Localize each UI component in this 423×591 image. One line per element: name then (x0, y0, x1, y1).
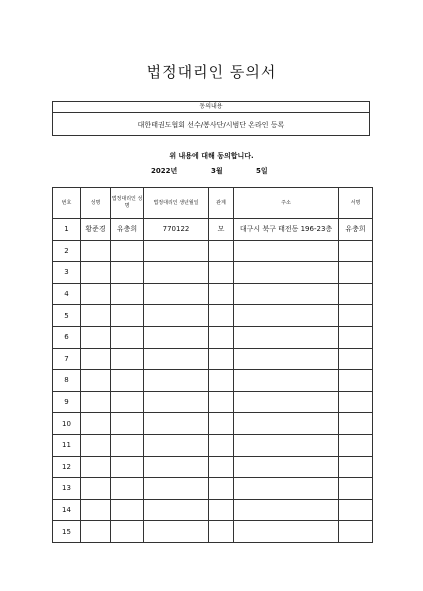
row-relation (209, 434, 234, 456)
row-guardian-birth (144, 283, 209, 305)
row-guardian-name (111, 499, 144, 521)
row-guardian-name (111, 391, 144, 413)
row-guardian-birth (144, 478, 209, 500)
table-row (53, 305, 373, 327)
table-row (53, 456, 373, 478)
row-name (81, 434, 111, 456)
row-number: 13 (53, 478, 81, 500)
row-number: 1 (53, 219, 81, 241)
row-guardian-name (111, 413, 144, 435)
row-guardian-birth (144, 305, 209, 327)
row-signature (339, 326, 373, 348)
date-day: 5일 (256, 167, 268, 175)
row-relation (209, 456, 234, 478)
row-name (81, 391, 111, 413)
row-signature (339, 456, 373, 478)
row-signature (339, 434, 373, 456)
row-relation (209, 413, 234, 435)
row-guardian-name (111, 434, 144, 456)
row-guardian-name (111, 262, 144, 284)
table-row (53, 521, 373, 543)
row-relation (209, 499, 234, 521)
table-row (53, 478, 373, 500)
consent-text: 대한태권도협회 선수/봉사단/시범단 온라인 등록 (137, 121, 285, 129)
row-guardian-birth (144, 521, 209, 543)
row-guardian-birth (144, 348, 209, 370)
row-signature (339, 391, 373, 413)
row-address (234, 456, 339, 478)
table-row (53, 434, 373, 456)
row-guardian-birth (144, 434, 209, 456)
row-guardian-birth (144, 391, 209, 413)
table-row (53, 326, 373, 348)
consent-box (52, 101, 370, 136)
row-guardian-name (111, 456, 144, 478)
row-relation (209, 326, 234, 348)
header-signature: 서명 (339, 188, 373, 219)
agree-statement: 위 내용에 대해 동의합니다. (169, 152, 254, 160)
row-address (234, 326, 339, 348)
row-address (234, 283, 339, 305)
row-name (81, 499, 111, 521)
row-number: 4 (53, 283, 81, 305)
row-signature (339, 305, 373, 327)
row-number: 6 (53, 326, 81, 348)
date-year: 2022년 (151, 167, 178, 175)
row-name (81, 326, 111, 348)
row-guardian-name (111, 370, 144, 392)
row-name (81, 413, 111, 435)
row-name (81, 370, 111, 392)
row-signature (339, 413, 373, 435)
consent-header: 동의내용 (53, 102, 369, 113)
row-guardian-name (111, 478, 144, 500)
row-name (81, 305, 111, 327)
row-signature (339, 348, 373, 370)
header-relation: 관계 (209, 188, 234, 219)
header-address: 주소 (234, 188, 339, 219)
row-number: 14 (53, 499, 81, 521)
row-guardian-birth: 770122 (144, 219, 209, 241)
row-number: 9 (53, 391, 81, 413)
row-number: 3 (53, 262, 81, 284)
row-guardian-birth (144, 240, 209, 262)
table-row (53, 413, 373, 435)
table-row (53, 370, 373, 392)
row-signature: 유충희 (339, 219, 373, 241)
row-signature (339, 240, 373, 262)
row-guardian-name (111, 326, 144, 348)
row-address (234, 478, 339, 500)
row-name (81, 456, 111, 478)
row-relation: 모 (209, 219, 234, 241)
row-number: 12 (53, 456, 81, 478)
row-signature (339, 283, 373, 305)
row-address (234, 305, 339, 327)
row-relation (209, 262, 234, 284)
row-address (234, 434, 339, 456)
row-signature (339, 499, 373, 521)
row-signature (339, 521, 373, 543)
row-address (234, 240, 339, 262)
row-relation (209, 370, 234, 392)
header-guardian-birth: 법정대리인 생년월일 (144, 188, 209, 219)
row-relation (209, 391, 234, 413)
row-guardian-name (111, 240, 144, 262)
header-name: 성명 (81, 188, 111, 219)
row-guardian-birth (144, 262, 209, 284)
row-guardian-name (111, 305, 144, 327)
row-number: 5 (53, 305, 81, 327)
row-signature (339, 370, 373, 392)
table-row (53, 283, 373, 305)
row-name (81, 283, 111, 305)
row-guardian-birth (144, 370, 209, 392)
row-relation (209, 348, 234, 370)
row-name (81, 348, 111, 370)
table-row (53, 348, 373, 370)
row-guardian-name (111, 521, 144, 543)
row-guardian-birth (144, 499, 209, 521)
row-address (234, 391, 339, 413)
row-relation (209, 521, 234, 543)
page-title: 법정대리인 동의서 (146, 63, 277, 81)
row-address (234, 262, 339, 284)
row-address (234, 521, 339, 543)
row-address (234, 370, 339, 392)
date-month: 3월 (211, 167, 223, 175)
table-row (53, 219, 373, 241)
row-address (234, 413, 339, 435)
row-address (234, 348, 339, 370)
row-relation (209, 305, 234, 327)
table-header-row (53, 188, 373, 219)
header-number: 번호 (53, 188, 81, 219)
row-name (81, 262, 111, 284)
row-number: 15 (53, 521, 81, 543)
row-guardian-birth (144, 456, 209, 478)
row-guardian-name (111, 283, 144, 305)
row-name: 황준경 (81, 219, 111, 241)
row-name (81, 478, 111, 500)
row-guardian-birth (144, 413, 209, 435)
table-row (53, 240, 373, 262)
row-number: 2 (53, 240, 81, 262)
header-guardian-name: 법정대리인 성명 (111, 188, 144, 219)
row-guardian-birth (144, 326, 209, 348)
table-row (53, 391, 373, 413)
row-signature (339, 478, 373, 500)
row-number: 10 (53, 413, 81, 435)
row-relation (209, 240, 234, 262)
row-address: 대구시 북구 태전동 196-23층 (234, 219, 339, 241)
row-number: 7 (53, 348, 81, 370)
table-row (53, 499, 373, 521)
row-relation (209, 283, 234, 305)
row-address (234, 499, 339, 521)
row-number: 8 (53, 370, 81, 392)
row-guardian-name: 유충희 (111, 219, 144, 241)
row-number: 11 (53, 434, 81, 456)
row-signature (339, 262, 373, 284)
table-row (53, 262, 373, 284)
row-guardian-name (111, 348, 144, 370)
guardian-table (52, 187, 373, 543)
row-relation (209, 478, 234, 500)
row-name (81, 240, 111, 262)
row-name (81, 521, 111, 543)
